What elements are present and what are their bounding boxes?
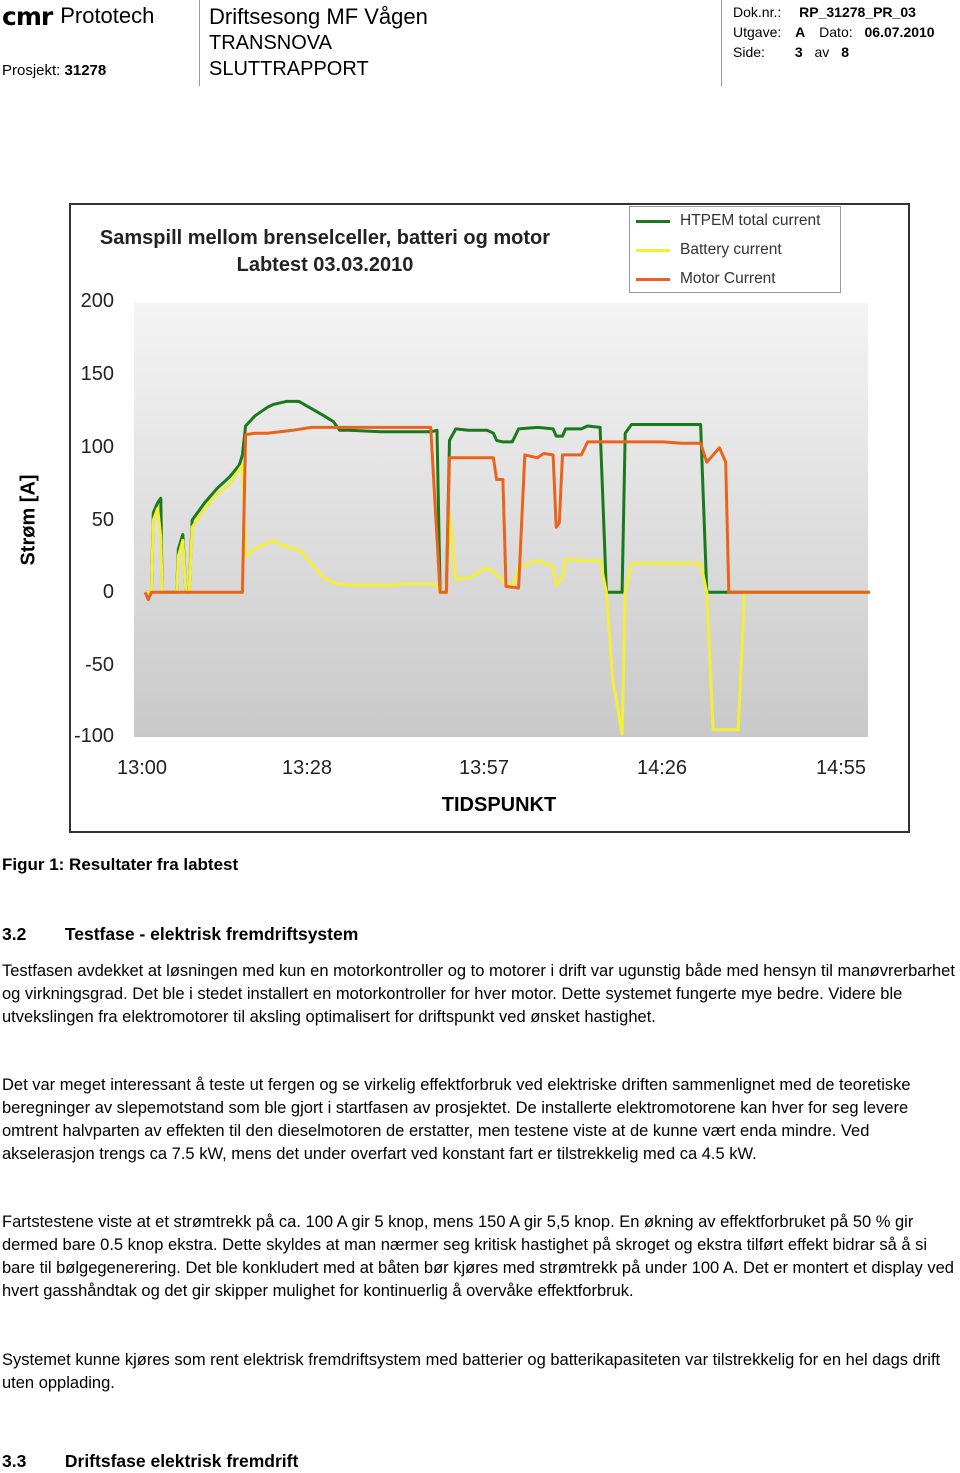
section-number: 3.3 xyxy=(2,1451,27,1471)
y-tick-label: 150 xyxy=(80,363,114,385)
date-value: 06.07.2010 xyxy=(864,24,935,40)
legend-swatch-htpem xyxy=(636,220,670,223)
title-line-3: SLUTTRAPPORT xyxy=(209,58,369,80)
legend-item xyxy=(636,240,782,260)
y-tick-label: -100 xyxy=(73,725,114,747)
x-tick-label: 14:26 xyxy=(636,757,688,779)
chart-title xyxy=(60,225,590,279)
doc-number: RP_31278_PR_03 xyxy=(799,4,916,20)
x-axis-label: TIDSPUNKT xyxy=(441,794,557,816)
y-tick-label: 100 xyxy=(80,436,114,458)
logo-name: Prototech xyxy=(60,3,155,28)
edition-value: A xyxy=(795,24,806,40)
edition-label: Utgave: xyxy=(733,24,782,40)
chart-title-line-2: Labtest 03.03.2010 xyxy=(236,254,414,276)
paragraph: Det var meget interessant å teste ut fergen og se virkelig effektforbruk ved elektriske driften sammenlignet med de teoretiske beregninger av slepemotstand som ble gjort i startfasen av prosjektet. De installerte elektromotorene kan hver for seg levere omtrent halvparten av effekten til den dieselmotoren de erstatter, men testene viste at de kunne vært enda mindre. Ved akselerasjon trengs ca 7.5 kW, mens det under overfart ved konstant fart er tilstrekkelig med ca 4.5 kW. xyxy=(2,1076,911,1163)
y-axis-label: Strøm [A] xyxy=(17,474,40,566)
legend-item xyxy=(636,269,776,289)
y-tick-label: 50 xyxy=(91,509,114,531)
legend-item xyxy=(636,211,820,231)
figure-caption: Figur 1: Resultater fra labtest xyxy=(2,855,239,874)
page-of: av xyxy=(814,44,830,60)
section-heading xyxy=(2,1451,298,1472)
title-line-2: TRANSNOVA xyxy=(209,32,332,54)
x-tick-label: 13:57 xyxy=(458,757,510,779)
x-tick-label: 13:00 xyxy=(116,757,168,779)
logo-mark: cmr xyxy=(2,1,53,31)
legend-swatch-battery xyxy=(636,249,670,252)
legend-label: HTPEM total current xyxy=(680,212,821,229)
section-heading xyxy=(2,924,358,945)
paragraph: Fartstestene viste at et strømtrekk på ca. 100 A gir 5 knop, mens 150 A gir 5,5 knop. En økning av effektforbruket på 50 % gir dermed bare 0.5 knop ekstra. Dette skyldes at man nærmer seg kritisk hastighet på skroget og ekstra tilført effekt bidrar så å si bare til bølgegenerering. Det ble konkludert med at båten bør kjøres med strømtrekk på under 100 A. Det er montert et display ved hvert gasshåndtak og det gir skipper mulighet for kontinuerlig å overvåke effektforbruk. xyxy=(2,1213,954,1300)
section-title: Testfase - elektrisk fremdriftsystem xyxy=(64,924,359,944)
date-label: Dato: xyxy=(819,24,853,40)
page-label: Side: xyxy=(733,44,765,60)
y-tick-label: 0 xyxy=(102,581,114,603)
project-number: 31278 xyxy=(64,62,107,79)
legend-label: Motor Current xyxy=(680,270,776,287)
x-tick-label: 14:55 xyxy=(815,757,867,779)
legend-label: Battery current xyxy=(680,241,782,258)
chart-title-line-1: Samspill mellom brenselceller, batteri og motor xyxy=(99,227,551,249)
doc-number-label: Dok.nr.: xyxy=(733,4,782,20)
y-tick-label: -50 xyxy=(85,654,114,676)
page-total: 8 xyxy=(841,44,849,60)
section-title: Driftsfase elektrisk fremdrift xyxy=(64,1451,299,1471)
title-line-1: Driftsesong MF Vågen xyxy=(209,4,428,29)
paragraph: Testfasen avdekket at løsningen med kun en motorkontroller og to motorer i drift var ugunstig både med hensyn til manøvrerbarhet og virkningsgrad. Det ble i stedet installert en motorkontroller for hver motor. Dette systemet fungerte mye bedre. Videre ble utvekslingen fra elektromotorer til aksling optimalisert for driftspunkt ved ønsket hastighet. xyxy=(2,962,955,1026)
legend-swatch-motor xyxy=(636,278,670,281)
x-tick-label: 13:28 xyxy=(281,757,333,779)
page-value: 3 xyxy=(794,44,803,60)
y-tick-label: 200 xyxy=(80,290,114,312)
paragraph: Systemet kunne kjøres som rent elektrisk fremdriftsystem med batterier og batterikapasiteten var tilstrekkelig for en hel dags drift uten opplading. xyxy=(2,1351,941,1392)
project-label: Prosjekt: xyxy=(2,62,61,79)
section-number: 3.2 xyxy=(2,924,27,944)
chart-legend xyxy=(629,206,841,293)
